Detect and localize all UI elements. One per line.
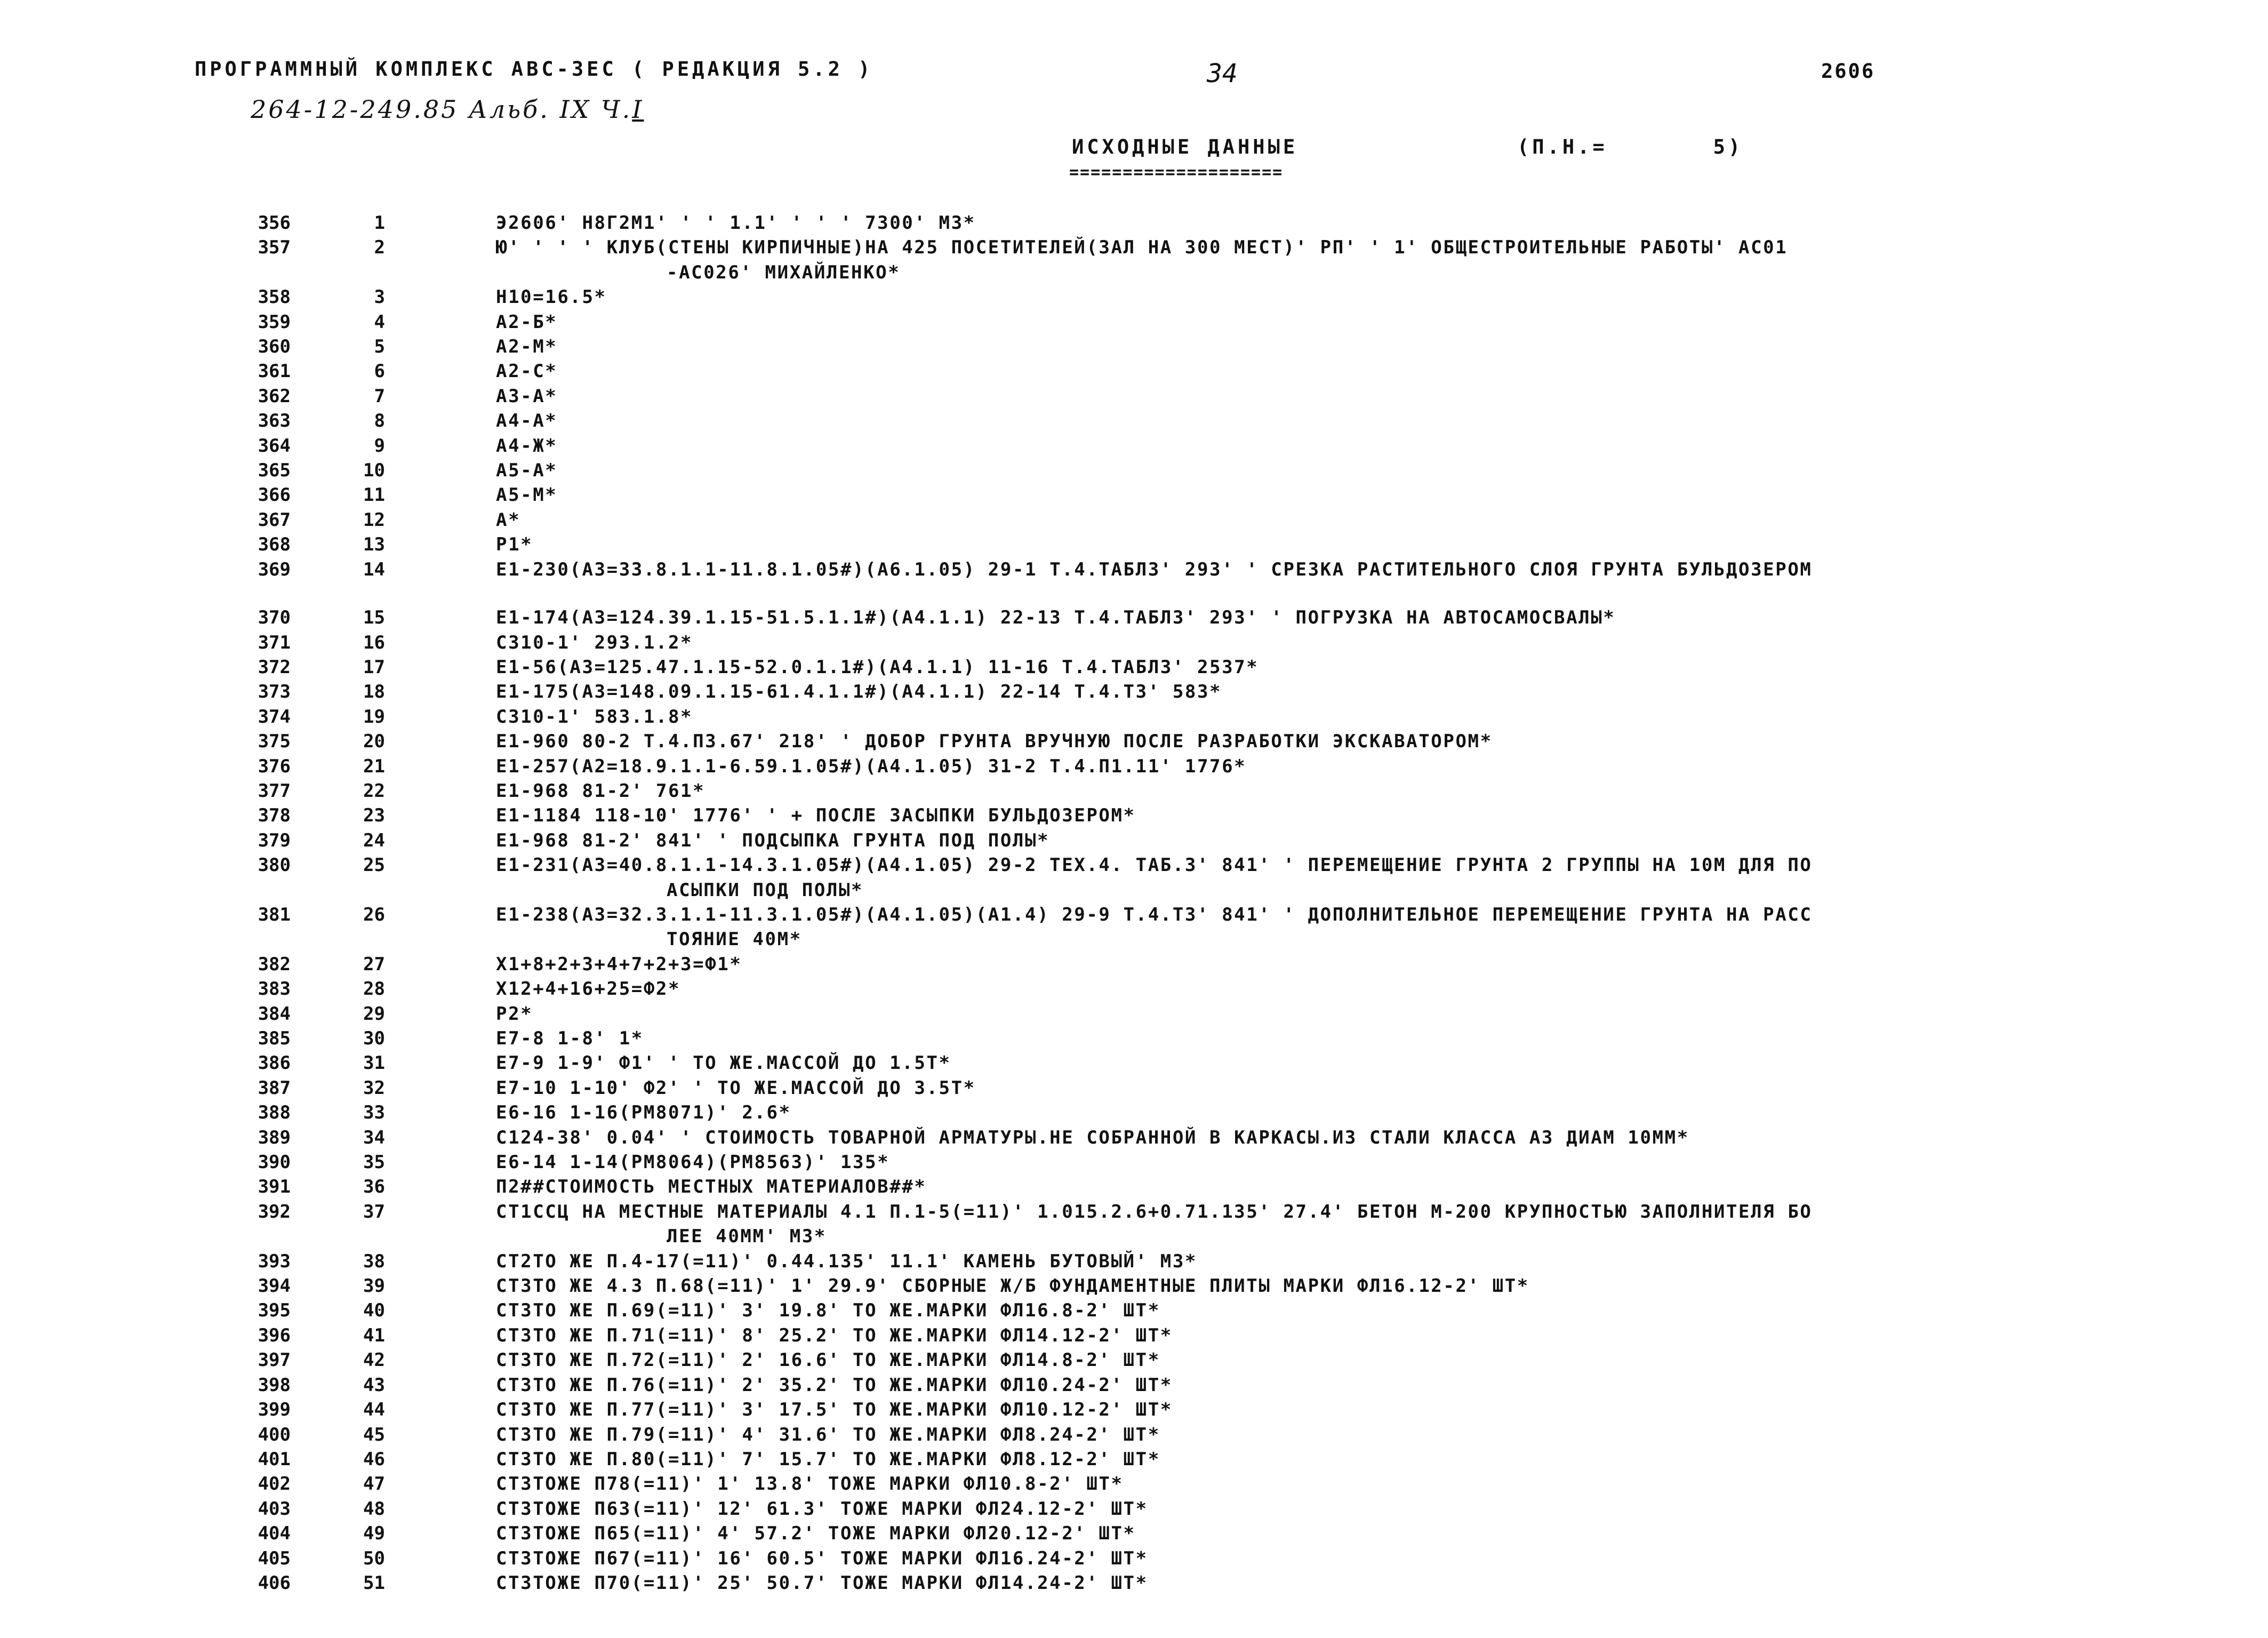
- line-index: 36: [363, 1176, 385, 1198]
- listing-row: [0, 211, 2268, 235]
- record-number: 402: [258, 1473, 291, 1495]
- record-number: 377: [258, 780, 291, 802]
- record-number: 368: [258, 534, 291, 556]
- record-text: [496, 754, 2117, 779]
- record-text: [496, 1298, 2117, 1323]
- record-number: 385: [258, 1028, 291, 1049]
- line-index: 48: [363, 1498, 385, 1520]
- record-number: 398: [258, 1374, 291, 1396]
- listing-row: [0, 705, 2268, 729]
- record-number: 363: [258, 410, 291, 432]
- record-number: 365: [258, 460, 291, 482]
- handwritten-note: [251, 95, 644, 124]
- listing-row: [0, 630, 2268, 655]
- record-number: 397: [258, 1349, 291, 1371]
- listing-row: [0, 1472, 2268, 1496]
- record-number: 379: [258, 829, 291, 851]
- record-text: [496, 803, 2117, 828]
- record-text: [496, 1323, 2117, 1348]
- record-number: 380: [258, 854, 291, 876]
- title-underline: ====================: [1069, 163, 1284, 182]
- line-index: 6: [374, 361, 385, 382]
- record-text-main: А5-А*: [496, 460, 558, 482]
- record-text: [496, 902, 2117, 952]
- line-index: 51: [363, 1572, 385, 1594]
- record-text-main: С310-1' 583.1.8*: [496, 706, 693, 728]
- record-text: [496, 1423, 2117, 1447]
- record-text-main: СТ3ТОЖЕ П63(=11)' 12' 61.3' ТОЖЕ МАРКИ ФЛ24.12-2' ШТ*: [496, 1498, 1148, 1520]
- handwritten-note-main: 264-12-249.85 Альб. IX Ч.: [251, 95, 632, 124]
- line-index: 15: [363, 607, 385, 629]
- record-number: 394: [258, 1275, 291, 1297]
- listing-row: [0, 1571, 2268, 1595]
- record-text-main: Е1-174(А3=124.39.1.15-51.5.1.1#)(А4.1.1) 22-13 Т.4.ТАБЛ3' 293' ' ПОГРУЗКА НА АВТОСАМОСВАЛЫ*: [496, 607, 1616, 629]
- record-text: [496, 680, 2117, 704]
- line-index: 29: [363, 1003, 385, 1025]
- record-text: [496, 630, 2117, 655]
- line-index: 43: [363, 1374, 385, 1396]
- record-number: 362: [258, 385, 291, 407]
- line-index: 41: [363, 1324, 385, 1346]
- listing-row: [0, 828, 2268, 853]
- record-text: [496, 1150, 2117, 1174]
- record-text-main: А4-Ж*: [496, 435, 558, 457]
- listing-row: [0, 310, 2268, 334]
- line-index: 25: [363, 854, 385, 876]
- listing-row: [0, 605, 2268, 630]
- record-text-main: СТ3ТОЖЕ П67(=11)' 16' 60.5' ТОЖЕ МАРКИ ФЛ16.24-2' ШТ*: [496, 1547, 1148, 1569]
- line-index: 34: [363, 1126, 385, 1148]
- record-text: [496, 434, 2117, 458]
- record-text: [496, 1100, 2117, 1125]
- record-text-main: СТ3ТО ЖЕ П.77(=11)' 3' 17.5' ТО ЖЕ.МАРКИ ФЛ10.12-2' ШТ*: [496, 1399, 1173, 1421]
- listing-row: [0, 1026, 2268, 1051]
- listing-row: [0, 1298, 2268, 1323]
- record-number: 388: [258, 1102, 291, 1124]
- record-text: [496, 1051, 2117, 1075]
- record-text-continuation: ЛЕЕ 40ММ' М3*: [667, 1226, 827, 1248]
- listing-row: [0, 285, 2268, 309]
- section-title: ИСХОДНЫЕ ДАННЫЕ: [1072, 135, 1299, 158]
- record-text-continuation: АСЫПКИ ПОД ПОЛЫ*: [667, 879, 864, 901]
- program-header: ПРОГРАММНЫЙ КОМПЛЕКС АВС-3ЕС ( РЕДАКЦИЯ 5.2 ): [195, 58, 873, 81]
- line-index: 46: [363, 1448, 385, 1470]
- record-number: 371: [258, 632, 291, 653]
- record-number: 375: [258, 731, 291, 753]
- record-number: 361: [258, 361, 291, 382]
- listing-row: [0, 754, 2268, 779]
- listing-row: [0, 1447, 2268, 1472]
- record-text-main: СТ1ССЦ НА МЕСТНЫЕ МАТЕРИАЛЫ 4.1 П.1-5(=11)' 1.015.2.6+0.71.135' 27.4' БЕТОН М-200 КРУПНОСТЬЮ ЗАПОЛНИТЕЛЯ БО: [496, 1201, 1813, 1222]
- listing-row: [0, 803, 2268, 828]
- record-text: [496, 828, 2117, 853]
- line-index: 1: [374, 212, 385, 234]
- listing-row: [0, 1150, 2268, 1174]
- line-index: 10: [363, 460, 385, 482]
- record-number: 396: [258, 1324, 291, 1346]
- record-text-main: СТ3ТО ЖЕ П.71(=11)' 8' 25.2' ТО ЖЕ.МАРКИ ФЛ14.12-2' ШТ*: [496, 1324, 1173, 1346]
- record-text-main: СТ2ТО ЖЕ П.4-17(=11)' 0.44.135' 11.1' КАМЕНЬ БУТОВЫЙ' М3*: [496, 1250, 1197, 1272]
- listing-row: [0, 434, 2268, 458]
- line-index: 17: [363, 656, 385, 678]
- record-text-main: СТ3ТО ЖЕ 4.3 П.68(=11)' 1' 29.9' СБОРНЫЕ Ж/Б ФУНДАМЕНТНЫЕ ПЛИТЫ МАРКИ ФЛ16.12-2' ШТ*: [496, 1275, 1529, 1297]
- record-text: [496, 1373, 2117, 1397]
- record-number: 373: [258, 681, 291, 703]
- record-number: 359: [258, 311, 291, 333]
- record-text: [496, 310, 2117, 334]
- record-text: [496, 211, 2117, 235]
- listing-row: [0, 779, 2268, 803]
- line-index: 26: [363, 904, 385, 925]
- listing-row: [0, 458, 2268, 483]
- listing-row: [0, 1274, 2268, 1298]
- record-number: 406: [258, 1572, 291, 1594]
- record-text-main: Е1-960 80-2 Т.4.П3.67' 218' ' ДОБОР ГРУНТА ВРУЧНУЮ ПОСЛЕ РАЗРАБОТКИ ЭКСКАВАТОРОМ*: [496, 731, 1493, 753]
- listing-row: [0, 1100, 2268, 1125]
- line-index: 13: [363, 534, 385, 556]
- listing-row: [0, 334, 2268, 359]
- record-text-main: Е7-9 1-9' Ф1' ' ТО ЖЕ.МАССОЙ ДО 1.5Т*: [496, 1052, 951, 1074]
- record-text-main: Н10=16.5*: [496, 286, 607, 308]
- handwritten-note-underlined: I: [632, 95, 644, 124]
- record-number: 387: [258, 1077, 291, 1099]
- record-text: [496, 334, 2117, 359]
- line-index: 20: [363, 731, 385, 753]
- record-number: 391: [258, 1176, 291, 1198]
- record-text-main: Е1-230(А3=33.8.1.1-11.8.1.05#)(А6.1.05) 29-1 Т.4.ТАБЛ3' 293' ' СРЕЗКА РАСТИТЕЛЬНОГО СЛОЯ ГРУНТА БУЛЬДОЗЕРОМ: [496, 558, 1813, 580]
- record-text-main: Х12+4+16+25=Ф2*: [496, 978, 681, 1000]
- record-number: 390: [258, 1152, 291, 1173]
- record-text-main: Е6-16 1-16(РМ8071)' 2.6*: [496, 1102, 791, 1124]
- record-text: [496, 1002, 2117, 1026]
- line-index: 37: [363, 1201, 385, 1222]
- record-text: [496, 977, 2117, 1001]
- line-index: 16: [363, 632, 385, 653]
- listing-row: [0, 977, 2268, 1001]
- line-index: 33: [363, 1102, 385, 1124]
- record-number: 372: [258, 656, 291, 678]
- line-index: 42: [363, 1349, 385, 1371]
- record-number: 370: [258, 607, 291, 629]
- listing-row: [0, 1174, 2268, 1199]
- record-number: 401: [258, 1448, 291, 1470]
- record-number: 403: [258, 1498, 291, 1520]
- line-index: 8: [374, 410, 385, 432]
- record-number: 383: [258, 978, 291, 1000]
- record-number: 374: [258, 706, 291, 728]
- line-index: 7: [374, 385, 385, 407]
- line-index: 45: [363, 1424, 385, 1445]
- listing-row: [0, 409, 2268, 433]
- listing-row: [0, 1373, 2268, 1397]
- record-text: [496, 1447, 2117, 1472]
- listing-row: [0, 655, 2268, 680]
- record-text-main: Е7-8 1-8' 1*: [496, 1028, 644, 1049]
- line-index: 27: [363, 953, 385, 975]
- record-text: [496, 557, 2117, 582]
- record-text: [496, 532, 2117, 557]
- record-text: [496, 1174, 2117, 1199]
- record-number: 386: [258, 1052, 291, 1074]
- listing-row: [0, 1397, 2268, 1422]
- line-index: 39: [363, 1275, 385, 1297]
- record-number: 393: [258, 1250, 291, 1272]
- listing-row: [0, 1348, 2268, 1372]
- record-number: 356: [258, 212, 291, 234]
- record-number: 400: [258, 1424, 291, 1445]
- line-index: 2: [374, 237, 385, 259]
- record-text: [496, 705, 2117, 729]
- line-index: 32: [363, 1077, 385, 1099]
- record-text-main: СТ3ТО ЖЕ П.76(=11)' 2' 35.2' ТО ЖЕ.МАРКИ ФЛ10.24-2' ШТ*: [496, 1374, 1173, 1396]
- pn-label: (П.Н.= 5): [1517, 135, 1744, 158]
- record-text: [496, 605, 2117, 630]
- record-text: [496, 384, 2117, 409]
- line-index: 5: [374, 336, 385, 358]
- line-index: 28: [363, 978, 385, 1000]
- listing-row: [0, 729, 2268, 754]
- listing-row: [0, 1323, 2268, 1348]
- document-code: 2606: [1821, 60, 1876, 83]
- line-index: 30: [363, 1028, 385, 1049]
- record-number: 378: [258, 805, 291, 827]
- listing-row: [0, 952, 2268, 977]
- record-text: [496, 1249, 2117, 1274]
- record-text-main: Е7-10 1-10' Ф2' ' ТО ЖЕ.МАССОЙ ДО 3.5Т*: [496, 1077, 976, 1099]
- record-text-main: Е1-257(А2=18.9.1.1-6.59.1.05#)(А4.1.05) 31-2 Т.4.П1.11' 1776*: [496, 755, 1247, 777]
- line-index: 44: [363, 1399, 385, 1421]
- record-number: 366: [258, 484, 291, 506]
- record-text: [496, 483, 2117, 507]
- record-text-main: Е1-1184 118-10' 1776' ' + ПОСЛЕ ЗАСЫПКИ БУЛЬДОЗЕРОМ*: [496, 805, 1136, 827]
- line-index: 19: [363, 706, 385, 728]
- line-index: 21: [363, 755, 385, 777]
- record-number: 399: [258, 1399, 291, 1421]
- record-text-continuation: ТОЯНИЕ 40М*: [667, 929, 802, 950]
- record-text: [496, 1497, 2117, 1521]
- record-text: [496, 1521, 2117, 1546]
- line-index: 3: [374, 286, 385, 308]
- record-text: [496, 729, 2117, 754]
- record-number: 384: [258, 1003, 291, 1025]
- record-text-main: Э2606' Н8Г2М1' ' ' 1.1' ' ' ' 7300' М3*: [496, 212, 976, 234]
- record-number: 395: [258, 1300, 291, 1322]
- record-text: [496, 1546, 2117, 1571]
- record-text: [496, 285, 2117, 309]
- listing-row: [0, 902, 2268, 952]
- record-text-main: Р1*: [496, 534, 533, 556]
- record-number: 358: [258, 286, 291, 308]
- line-index: 14: [363, 558, 385, 580]
- record-text-main: Е1-968 81-2' 841' ' ПОДСЫПКА ГРУНТА ПОД ПОЛЫ*: [496, 829, 1050, 851]
- record-number: 364: [258, 435, 291, 457]
- record-text-continuation: -АС026' МИХАЙЛЕНКО*: [667, 261, 901, 283]
- record-text: [496, 655, 2117, 680]
- record-text-main: Е1-231(А3=40.8.1.1-14.3.1.05#)(А4.1.05) 29-2 ТЕХ.4. ТАБ.3' 841' ' ПЕРЕМЕЩЕНИЕ ГРУНТА 2 ГРУППЫ НА 10М ДЛЯ ПО: [496, 854, 1813, 876]
- listing-row: [0, 384, 2268, 409]
- listing-row: [0, 1051, 2268, 1075]
- listing-row: [0, 1497, 2268, 1521]
- record-text: [496, 1348, 2117, 1372]
- record-text-main: А*: [496, 509, 521, 531]
- record-text-main: СТ3ТО ЖЕ П.80(=11)' 7' 15.7' ТО ЖЕ.МАРКИ ФЛ8.12-2' ШТ*: [496, 1448, 1160, 1470]
- record-text: [496, 1200, 2117, 1249]
- record-number: 360: [258, 336, 291, 358]
- line-index: 11: [363, 484, 385, 506]
- record-text-main: А3-А*: [496, 385, 558, 407]
- record-text: [496, 1472, 2117, 1496]
- line-index: 35: [363, 1152, 385, 1173]
- record-text-main: СТ3ТО ЖЕ П.69(=11)' 3' 19.8' ТО ЖЕ.МАРКИ ФЛ16.8-2' ШТ*: [496, 1300, 1160, 1322]
- record-number: 376: [258, 755, 291, 777]
- record-text-main: А2-С*: [496, 361, 558, 382]
- line-index: 47: [363, 1473, 385, 1495]
- record-text-main: СТ3ТОЖЕ П78(=11)' 1' 13.8' ТОЖЕ МАРКИ ФЛ10.8-2' ШТ*: [496, 1473, 1124, 1495]
- record-text: [496, 458, 2117, 483]
- record-number: 382: [258, 953, 291, 975]
- record-text: [496, 952, 2117, 977]
- record-number: 405: [258, 1547, 291, 1569]
- record-number: 381: [258, 904, 291, 925]
- listing-row: [0, 680, 2268, 704]
- line-index: 40: [363, 1300, 385, 1322]
- listing-row: [0, 1423, 2268, 1447]
- listing-row: [0, 1076, 2268, 1100]
- page-number: 34: [1207, 59, 1238, 89]
- record-text-main: Р2*: [496, 1003, 533, 1025]
- record-text: [496, 779, 2117, 803]
- record-text: [496, 235, 2117, 285]
- record-text-main: С124-38' 0.04' ' СТОИМОСТЬ ТОВАРНОЙ АРМАТУРЫ.НЕ СОБРАННОЙ В КАРКАСЫ.ИЗ СТАЛИ КЛАССА А3 ДИАМ 10ММ*: [496, 1126, 1689, 1148]
- record-text-main: Е1-56(А3=125.47.1.15-52.0.1.1#)(А4.1.1) 11-16 Т.4.ТАБЛ3' 2537*: [496, 656, 1259, 678]
- line-index: 38: [363, 1250, 385, 1272]
- record-text: [496, 1026, 2117, 1051]
- line-index: 50: [363, 1547, 385, 1569]
- record-text-main: СТ3ТОЖЕ П65(=11)' 4' 57.2' ТОЖЕ МАРКИ ФЛ20.12-2' ШТ*: [496, 1523, 1136, 1545]
- record-text-main: СТ3ТОЖЕ П70(=11)' 25' 50.7' ТОЖЕ МАРКИ ФЛ14.24-2' ШТ*: [496, 1572, 1148, 1594]
- record-number: 357: [258, 237, 291, 259]
- record-number: 404: [258, 1523, 291, 1545]
- line-index: 4: [374, 311, 385, 333]
- record-text-main: Е1-968 81-2' 761*: [496, 780, 706, 802]
- record-text: [496, 508, 2117, 532]
- record-text: [496, 409, 2117, 433]
- record-text: [496, 1274, 2117, 1298]
- listing-row: [0, 532, 2268, 557]
- record-text-main: Х1+8+2+3+4+7+2+3=Ф1*: [496, 953, 742, 975]
- line-index: 31: [363, 1052, 385, 1074]
- listing-row: [0, 1249, 2268, 1274]
- listing-row: [0, 235, 2268, 285]
- listing-row: [0, 1200, 2268, 1249]
- listing-row: [0, 557, 2268, 582]
- record-text: [496, 359, 2117, 383]
- line-index: 23: [363, 805, 385, 827]
- record-text-main: Е1-238(А3=32.3.1.1-11.3.1.05#)(А4.1.05)(А1.4) 29-9 Т.4.Т3' 841' ' ДОПОЛНИТЕЛЬНОЕ ПЕРЕМЕЩЕНИЕ ГРУНТА НА РАСС: [496, 904, 1813, 925]
- line-index: 9: [374, 435, 385, 457]
- listing-row: [0, 853, 2268, 902]
- record-text: [496, 1076, 2117, 1100]
- record-number: 367: [258, 509, 291, 531]
- record-text: [496, 853, 2117, 902]
- record-text-main: А4-А*: [496, 410, 558, 432]
- record-text-main: Ю' ' ' ' КЛУБ(СТЕНЫ КИРПИЧНЫЕ)НА 425 ПОСЕТИТЕЛЕЙ(ЗАЛ НА 300 МЕСТ)' РП' ' 1' ОБЩЕСТРОИТЕЛЬНЫЕ РАБОТЫ' АС01: [496, 237, 1788, 259]
- line-index: 12: [363, 509, 385, 531]
- line-index: 18: [363, 681, 385, 703]
- record-text-main: С310-1' 293.1.2*: [496, 632, 693, 653]
- line-index: 24: [363, 829, 385, 851]
- listing-row: [0, 483, 2268, 507]
- record-text-main: СТ3ТО ЖЕ П.72(=11)' 2' 16.6' ТО ЖЕ.МАРКИ ФЛ14.8-2' ШТ*: [496, 1349, 1160, 1371]
- listing-row: [0, 1521, 2268, 1546]
- record-text-main: А2-Б*: [496, 311, 558, 333]
- record-text: [496, 1397, 2117, 1422]
- record-number: 392: [258, 1201, 291, 1222]
- record-text-main: Е1-175(А3=148.09.1.15-61.4.1.1#)(А4.1.1) 22-14 Т.4.Т3' 583*: [496, 681, 1222, 703]
- record-text-main: А2-М*: [496, 336, 558, 358]
- data-listing: [0, 211, 2268, 1595]
- record-number: 369: [258, 558, 291, 580]
- record-text-main: Е6-14 1-14(РМ8064)(РМ8563)' 135*: [496, 1152, 890, 1173]
- listing-row: [0, 1002, 2268, 1026]
- line-index: 22: [363, 780, 385, 802]
- listing-row: [0, 1125, 2268, 1150]
- record-text-main: А5-М*: [496, 484, 558, 506]
- listing-row: [0, 1546, 2268, 1571]
- listing-row: [0, 359, 2268, 383]
- record-text: [496, 1571, 2117, 1595]
- line-index: 49: [363, 1523, 385, 1545]
- record-text: [496, 1125, 2117, 1150]
- listing-row: [0, 508, 2268, 532]
- record-text-main: СТ3ТО ЖЕ П.79(=11)' 4' 31.6' ТО ЖЕ.МАРКИ ФЛ8.24-2' ШТ*: [496, 1424, 1160, 1445]
- record-text-main: П2##СТОИМОСТЬ МЕСТНЫХ МАТЕРИАЛОВ##*: [496, 1176, 927, 1198]
- record-number: 389: [258, 1126, 291, 1148]
